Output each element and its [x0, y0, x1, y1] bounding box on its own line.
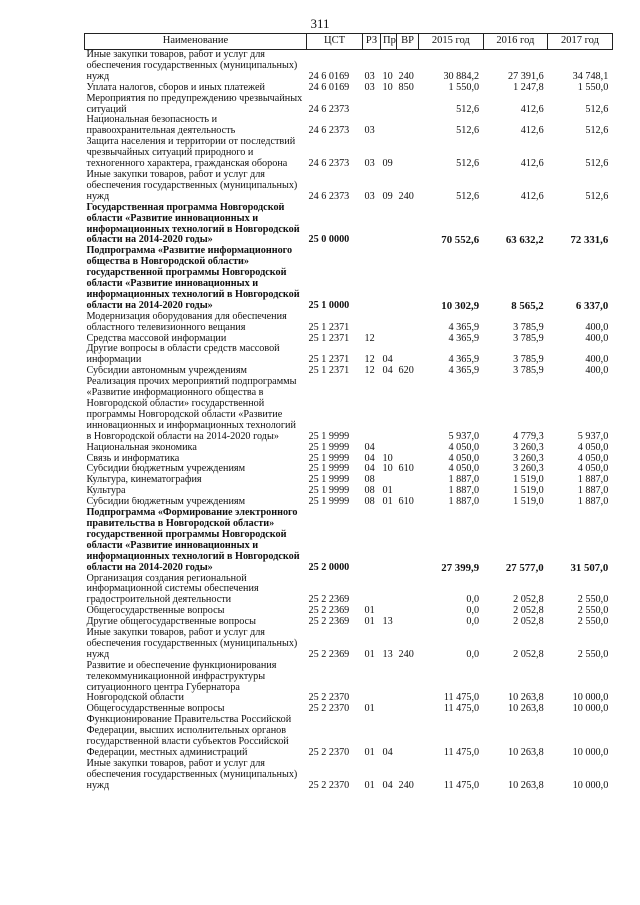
row-name: Другие общегосударственные вопросы	[86, 617, 256, 628]
row-cst: 25 0 0000	[308, 234, 350, 246]
row-2016: 3 785,9	[513, 321, 544, 333]
row-2017: 512,6	[585, 125, 609, 137]
row-2017: 2 550,0	[577, 606, 609, 617]
row-2017: 2 550,0	[577, 617, 609, 628]
table-row	[85, 497, 613, 508]
row-cst: 25 1 9999	[308, 430, 350, 442]
row-cst: 24 6 0169	[308, 70, 350, 82]
row-2016: 10 263,8	[508, 779, 544, 791]
row-2017: 4 050,0	[577, 442, 609, 453]
row-cst: 25 2 2369	[308, 594, 350, 606]
row-vr: 850	[398, 82, 414, 93]
row-pr: 10	[382, 70, 393, 82]
row-2017: 1 550,0	[577, 82, 609, 93]
row-cst: 25 1 9999	[308, 453, 350, 464]
row-rz: 12	[364, 354, 375, 366]
row-rz	[363, 203, 381, 247]
row-2016: 10 263,8	[508, 747, 544, 758]
table-row	[85, 464, 613, 475]
header-vr: ВР	[397, 34, 419, 50]
table-row	[85, 715, 613, 759]
row-name: Субсидии автономным учреждениям	[86, 366, 247, 377]
header-2016: 2016 год	[483, 34, 548, 50]
row-rz	[363, 94, 381, 116]
row-2016: 1 519,0	[513, 497, 544, 508]
row-2015: 4 365,9	[448, 321, 480, 333]
row-rz	[363, 312, 381, 334]
row-2015: 1 887,0	[448, 486, 480, 497]
table-row	[85, 377, 613, 442]
row-pr: 09	[382, 158, 393, 170]
row-pr: 13	[382, 648, 393, 660]
row-2015: 5 937,0	[448, 430, 480, 442]
row-2016: 412,6	[520, 190, 544, 202]
row-pr: 09	[382, 190, 393, 202]
header-2017: 2017 год	[548, 34, 613, 50]
page-number: 311	[310, 16, 330, 31]
row-vr	[397, 443, 419, 454]
row-cst: 25 1 0000	[308, 299, 350, 311]
budget-table	[84, 33, 613, 792]
row-rz: 03	[364, 125, 375, 137]
row-2017: 400,0	[585, 333, 609, 344]
row-pr: 10	[382, 464, 393, 475]
row-2017: 34 748,1	[572, 70, 609, 82]
row-2017: 10 000,0	[572, 704, 609, 715]
row-cst: 24 6 2373	[308, 158, 350, 170]
table-header-row	[85, 34, 613, 50]
row-rz: 01	[364, 704, 375, 715]
row-name: Защита населения и территории от последствий чрезвычайных ситуаций природного и техногенного характера, гражданская оборона	[86, 137, 296, 170]
row-name: Связь и информатика	[86, 453, 180, 464]
row-2017: 1 887,0	[577, 497, 609, 508]
row-cst: 25 2 0000	[308, 561, 350, 573]
row-2017: 512,6	[585, 103, 609, 115]
row-2016: 27 577,0	[505, 561, 544, 574]
row-vr	[397, 617, 419, 628]
row-2015: 4 365,9	[448, 354, 480, 366]
table-row	[85, 83, 613, 94]
row-name: Модернизация оборудования для обеспечения областного телевизионного вещания	[86, 311, 287, 333]
row-2017: 512,6	[585, 158, 609, 170]
row-2016: 63 632,2	[505, 234, 544, 247]
row-2017: 6 337,0	[575, 299, 609, 312]
row-cst: 25 2 2370	[308, 747, 350, 758]
row-cst: 25 1 2371	[308, 366, 350, 377]
row-cst: 24 6 2373	[308, 103, 350, 115]
row-name: Подпрограмма «Развитие информационного общества в Новгородской области» государственной программы Новгородской области «Развитие инновационных и информационных технологий в Новгородской области на 2014-2020 годы»	[86, 246, 300, 311]
row-2016: 2 052,8	[513, 648, 544, 660]
table-row	[85, 50, 613, 83]
table-row	[85, 486, 613, 497]
row-2015: 1 550,0	[448, 82, 480, 93]
row-name: Иные закупки товаров, работ и услуг для обеспечения государственных (муниципальных) нужд	[86, 169, 298, 202]
row-2016: 1 247,8	[513, 82, 544, 93]
row-2017: 10 000,0	[572, 779, 609, 791]
row-rz	[363, 661, 381, 705]
row-cst: 25 2 2369	[308, 648, 350, 660]
row-cst: 25 2 2370	[308, 692, 350, 704]
row-name: Другие вопросы в области средств массовой информации	[86, 344, 280, 366]
row-2016: 3 785,9	[513, 354, 544, 366]
row-rz: 01	[364, 606, 375, 617]
row-2015: 512,6	[456, 125, 480, 137]
row-2015: 512,6	[456, 103, 480, 115]
table-row	[85, 617, 613, 628]
row-rz	[363, 377, 381, 442]
row-vr	[397, 574, 419, 607]
row-name: Национальная безопасность и правоохранительная деятельность	[86, 115, 236, 137]
row-2016: 412,6	[520, 158, 544, 170]
row-name: Государственная программа Новгородской области «Развитие инновационных и информационных технологий в Новгородской области на 2014-2020 годы»	[86, 202, 300, 246]
row-name: Национальная экономика	[86, 442, 197, 453]
row-vr	[397, 508, 419, 573]
table-row	[85, 574, 613, 607]
row-pr	[381, 475, 397, 486]
table-row	[85, 661, 613, 705]
row-name: Субсидии бюджетным учреждениям	[86, 497, 246, 508]
row-name: Субсидии бюджетным учреждениям	[86, 464, 246, 475]
row-vr	[397, 94, 419, 116]
row-name: Иные закупки товаров, работ и услуг для обеспечения государственных (муниципальных) нужд	[86, 758, 298, 791]
row-2015: 4 365,9	[448, 366, 480, 377]
row-vr: 610	[398, 497, 414, 508]
row-vr	[397, 246, 419, 311]
row-2015: 0,0	[466, 606, 480, 617]
row-2016: 412,6	[520, 103, 544, 115]
row-2016: 1 519,0	[513, 486, 544, 497]
row-2016: 3 260,3	[513, 464, 544, 475]
row-pr	[381, 203, 397, 247]
row-2016: 3 785,9	[513, 366, 544, 377]
row-cst: 25 1 9999	[308, 464, 350, 475]
row-2017: 400,0	[585, 354, 609, 366]
row-2015: 30 884,2	[443, 70, 480, 82]
row-name: Общегосударственные вопросы	[86, 606, 225, 617]
row-rz: 12	[364, 366, 375, 377]
row-2016: 2 052,8	[513, 594, 544, 606]
row-2017: 31 507,0	[570, 561, 609, 574]
row-2017: 4 050,0	[577, 453, 609, 464]
table-body	[85, 50, 613, 792]
row-2017: 1 887,0	[577, 475, 609, 486]
header-2015: 2015 год	[419, 34, 484, 50]
row-pr	[381, 115, 397, 137]
row-vr	[397, 704, 419, 715]
row-rz: 01	[364, 747, 375, 758]
row-pr: 04	[382, 779, 393, 791]
row-name: Уплата налогов, сборов и иных платежей	[86, 82, 265, 93]
row-cst: 25 1 2371	[308, 354, 350, 366]
row-pr	[381, 508, 397, 573]
row-2016: 1 519,0	[513, 475, 544, 486]
row-rz: 03	[364, 190, 375, 202]
row-pr	[381, 443, 397, 454]
table-row	[85, 606, 613, 617]
row-vr	[397, 115, 419, 137]
row-2015: 70 552,6	[441, 234, 480, 247]
row-cst: 25 2 2370	[308, 779, 350, 791]
row-name: Средства массовой информации	[86, 333, 227, 344]
row-rz: 12	[364, 333, 375, 344]
row-vr	[397, 606, 419, 617]
row-2017: 1 887,0	[577, 486, 609, 497]
row-2016: 3 260,3	[513, 442, 544, 453]
row-2017: 400,0	[585, 321, 609, 333]
row-pr	[381, 704, 397, 715]
row-pr	[381, 377, 397, 442]
row-vr: 240	[398, 70, 414, 82]
row-rz	[363, 574, 381, 607]
row-pr: 10	[382, 82, 393, 93]
row-pr	[381, 246, 397, 311]
table-row	[85, 203, 613, 247]
row-pr: 04	[382, 354, 393, 366]
row-vr	[397, 203, 419, 247]
row-vr	[397, 344, 419, 366]
row-2016: 3 260,3	[513, 453, 544, 464]
row-2017: 512,6	[585, 190, 609, 202]
row-2016: 412,6	[520, 125, 544, 137]
row-vr: 240	[398, 648, 414, 660]
row-rz: 03	[364, 82, 375, 93]
row-2016: 2 052,8	[513, 617, 544, 628]
row-cst: 25 2 2370	[308, 704, 350, 715]
row-rz: 08	[364, 486, 375, 497]
row-name: Подпрограмма «Формирование электронного правительства в Новгородской области» государственной программы Новгородской области «Развитие инновационных и информационных технологий в Новгородской области на 2014-2020 годы»	[86, 508, 300, 573]
row-pr: 01	[382, 497, 393, 508]
row-2016: 10 263,8	[508, 692, 544, 704]
row-rz: 04	[364, 453, 375, 464]
row-rz	[363, 508, 381, 573]
row-2015: 11 475,0	[443, 747, 480, 758]
header-rz: РЗ	[363, 34, 381, 50]
table-row	[85, 759, 613, 792]
row-name: Организация создания региональной информационной системы обеспечения градостроительной деятельности	[86, 573, 259, 606]
row-2017: 400,0	[585, 366, 609, 377]
row-2015: 1 887,0	[448, 475, 480, 486]
row-cst: 24 6 2373	[308, 125, 350, 137]
row-2017: 10 000,0	[572, 692, 609, 704]
row-2016: 2 052,8	[513, 606, 544, 617]
table-row	[85, 137, 613, 170]
row-2015: 4 050,0	[448, 442, 480, 453]
table-row	[85, 704, 613, 715]
row-vr	[397, 475, 419, 486]
row-pr: 04	[382, 747, 393, 758]
row-pr: 01	[382, 486, 393, 497]
row-2015: 512,6	[456, 190, 480, 202]
table-row	[85, 170, 613, 203]
row-2016: 8 565,2	[511, 299, 544, 312]
row-2017: 2 550,0	[577, 648, 609, 660]
row-vr	[397, 334, 419, 345]
row-cst: 25 2 2369	[308, 617, 350, 628]
row-rz	[363, 246, 381, 311]
row-vr	[397, 312, 419, 334]
row-rz: 03	[364, 158, 375, 170]
row-name: Развитие и обеспечение функционирования телекоммуникационной инфраструктуры ситуационного центра Губернатора Новгородской области	[86, 660, 277, 704]
row-vr: 620	[398, 366, 414, 377]
row-2015: 11 475,0	[443, 704, 480, 715]
row-rz: 08	[364, 475, 375, 486]
table-row	[85, 334, 613, 345]
row-name: Культура, кинематография	[86, 475, 202, 486]
table-row	[85, 94, 613, 116]
row-pr	[381, 312, 397, 334]
table-row	[85, 312, 613, 334]
row-name: Функционирование Правительства Российской Федерации, высших исполнительных органов государственной власти субъектов Российской Федерации, местных администраций	[86, 715, 292, 758]
row-vr	[397, 661, 419, 705]
table-row	[85, 454, 613, 465]
table-row	[85, 246, 613, 311]
row-2017: 10 000,0	[572, 747, 609, 758]
row-rz: 04	[364, 464, 375, 475]
row-vr	[397, 454, 419, 465]
row-pr	[381, 661, 397, 705]
row-name: Общегосударственные вопросы	[86, 704, 225, 715]
row-vr	[397, 715, 419, 759]
row-cst: 25 1 2371	[308, 333, 350, 344]
row-2015: 0,0	[466, 648, 480, 660]
row-cst: 25 2 2369	[308, 606, 350, 617]
row-vr	[397, 377, 419, 442]
row-2017: 4 050,0	[577, 464, 609, 475]
table-row	[85, 475, 613, 486]
row-vr	[397, 486, 419, 497]
row-2015: 0,0	[466, 594, 480, 606]
header-cst: ЦСТ	[307, 34, 363, 50]
table-row	[85, 366, 613, 377]
row-rz: 01	[364, 779, 375, 791]
table-row	[85, 628, 613, 661]
row-2017: 5 937,0	[577, 430, 609, 442]
row-rz: 01	[364, 648, 375, 660]
table-row	[85, 344, 613, 366]
row-cst: 24 6 0169	[308, 82, 350, 93]
row-pr: 10	[382, 453, 393, 464]
row-2017: 72 331,6	[570, 234, 609, 247]
row-cst: 25 1 9999	[308, 475, 350, 486]
row-vr: 610	[398, 464, 414, 475]
row-cst: 25 1 9999	[308, 486, 350, 497]
row-pr	[381, 94, 397, 116]
row-rz: 03	[364, 70, 375, 82]
row-2016: 27 391,6	[508, 70, 544, 82]
row-vr: 240	[398, 779, 414, 791]
row-rz: 01	[364, 617, 375, 628]
row-name: Культура	[86, 486, 126, 497]
row-2015: 4 050,0	[448, 453, 480, 464]
row-pr: 13	[382, 617, 393, 628]
row-cst: 25 1 9999	[308, 497, 350, 508]
row-cst: 25 1 9999	[308, 442, 350, 453]
row-2015: 11 475,0	[443, 692, 480, 704]
row-2015: 27 399,9	[441, 561, 480, 574]
row-2016: 3 785,9	[513, 333, 544, 344]
row-2015: 4 050,0	[448, 464, 480, 475]
row-name: Мероприятия по предупреждению чрезвычайных ситуаций	[86, 93, 303, 115]
row-vr: 240	[398, 190, 414, 202]
row-2016: 10 263,8	[508, 704, 544, 715]
header-pr: Пр	[381, 34, 397, 50]
row-2015: 11 475,0	[443, 779, 480, 791]
row-cst: 25 1 2371	[308, 321, 350, 333]
row-2015: 0,0	[466, 617, 480, 628]
row-rz: 08	[364, 497, 375, 508]
header-name: Наименование	[85, 34, 307, 50]
row-cst: 24 6 2373	[308, 190, 350, 202]
row-name: Иные закупки товаров, работ и услуг для обеспечения государственных (муниципальных) нужд	[86, 49, 298, 82]
table-row	[85, 115, 613, 137]
row-rz: 04	[364, 442, 375, 453]
row-2015: 4 365,9	[448, 333, 480, 344]
row-2017: 2 550,0	[577, 594, 609, 606]
row-2015: 512,6	[456, 158, 480, 170]
row-name: Реализация прочих мероприятий подпрограммы «Развитие информационного общества в Новгородской области» государственной программы Новгородской области «Развитие инновационных и информационных технологий в Новгородской области на 2014-2020 годы»	[86, 377, 297, 442]
table-row	[85, 508, 613, 573]
row-pr	[381, 334, 397, 345]
row-pr	[381, 606, 397, 617]
row-pr: 04	[382, 366, 393, 377]
row-pr	[381, 574, 397, 607]
row-2016: 4 779,3	[513, 430, 544, 442]
row-vr	[397, 137, 419, 170]
row-2015: 10 302,9	[441, 299, 480, 312]
row-2015: 1 887,0	[448, 497, 480, 508]
row-name: Иные закупки товаров, работ и услуг для обеспечения государственных (муниципальных) нужд	[86, 628, 298, 660]
table-row	[85, 443, 613, 454]
